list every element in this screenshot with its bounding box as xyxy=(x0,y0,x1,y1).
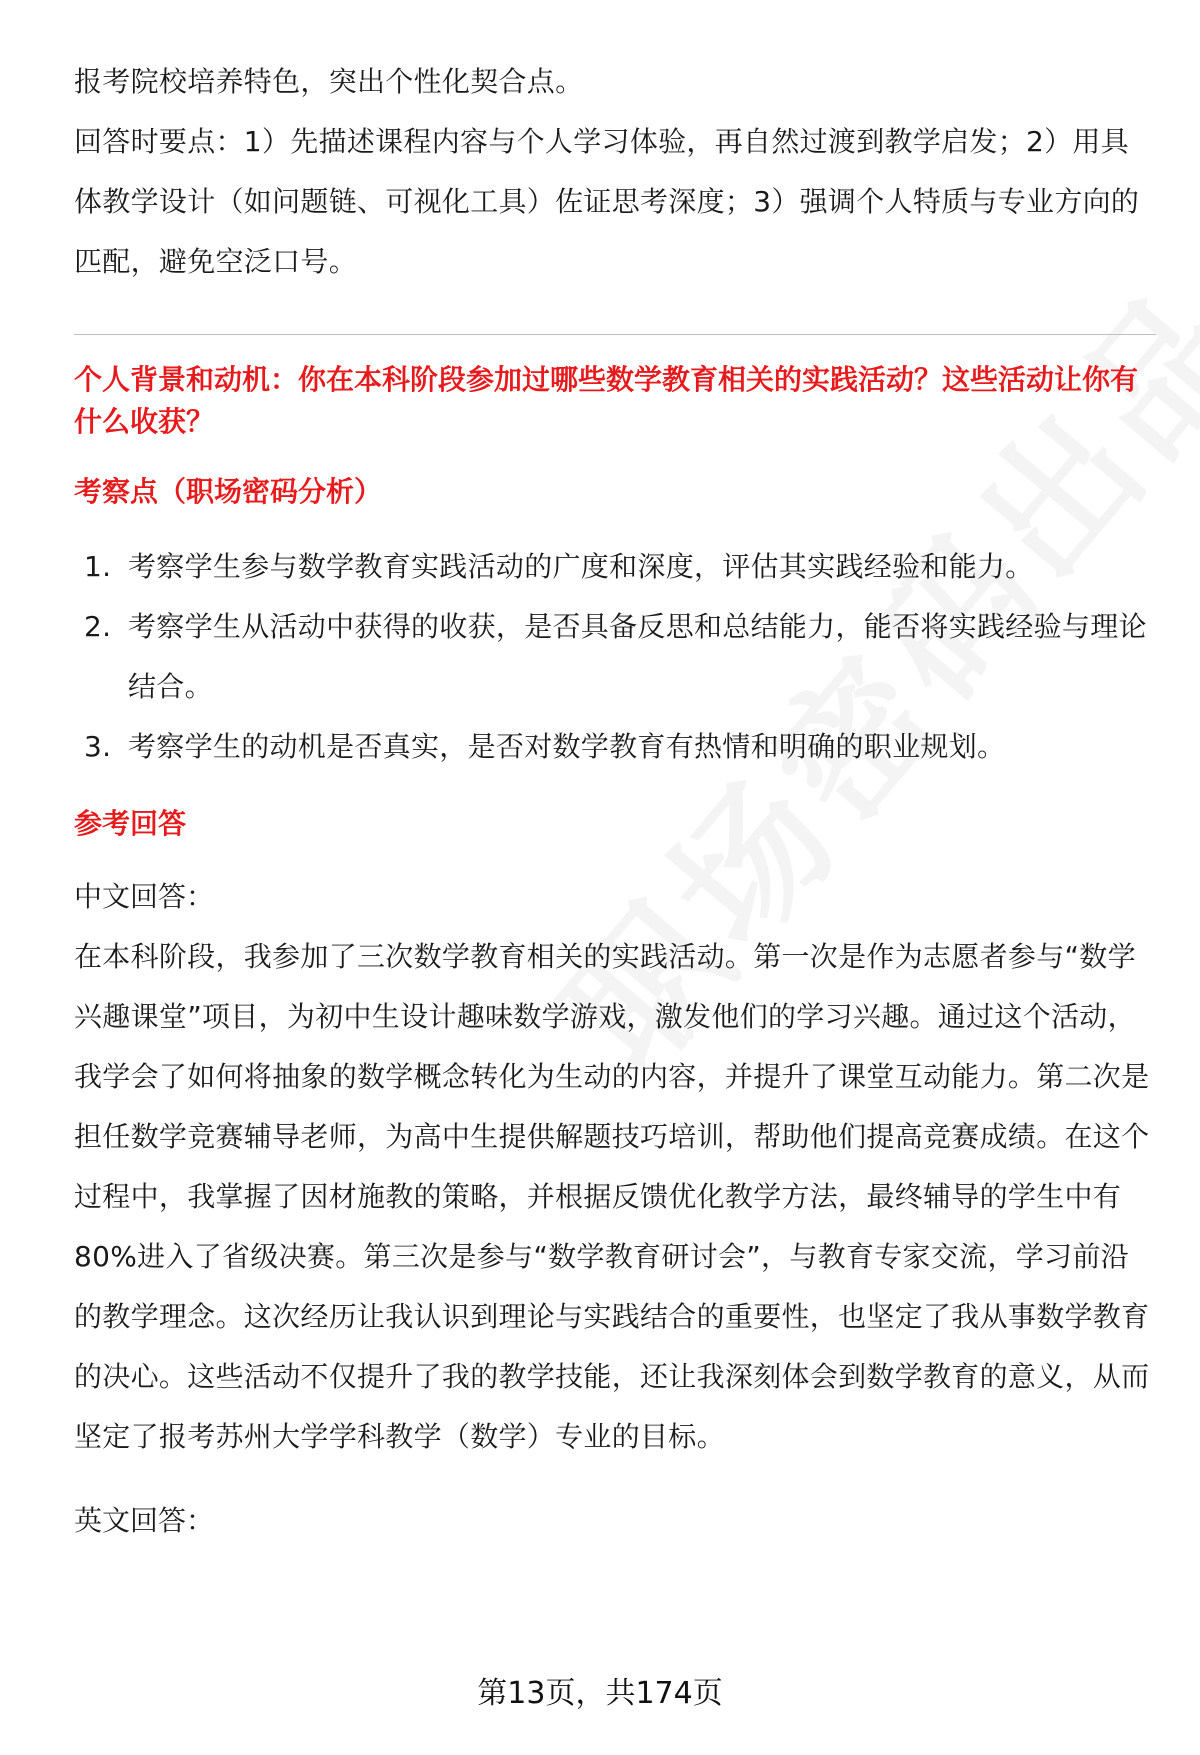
chinese-answer-label: 中文回答： xyxy=(74,880,215,913)
list-item-text: 考察学生的动机是否真实，是否对数学教育有热情和明确的职业规划。 xyxy=(128,730,1006,763)
list-item-number: 2. xyxy=(84,610,112,643)
page-number: 第13页，共174页 xyxy=(477,1676,723,1711)
list-item-text: 考察学生从活动中获得的收获，是否具备反思和总结能力，能否将实践经验与理论结合。 xyxy=(128,610,1147,703)
list-item-text: 考察学生参与数学教育实践活动的广度和深度，评估其实践经验和能力。 xyxy=(128,550,1034,583)
question-title: 个人背景和动机：你在本科阶段参加过哪些数学教育相关的实践活动？这些活动让你有什么收获？ xyxy=(74,363,1139,438)
reference-answer-heading: 参考回答 xyxy=(74,807,187,840)
list-item xyxy=(74,597,1156,717)
chinese-answer-text: 在本科阶段，我参加了三次数学教育相关的实践活动。第一次是作为志愿者参与“数学兴趣课堂”项目，为初中生设计趣味数学游戏，激发他们的学习兴趣。通过这个活动，我学会了如何将抽象的数学概念转化为生动的内容，并提升了课堂互动能力。第二次是担任数学竞赛辅导老师，为高中生提供解题技巧培训，帮助他们提高竞赛成绩。在这个过程中，我掌握了因材施教的策略，并根据反馈优化教学方法，最终辅导的学生中有80%进入了省级决赛。第三次是参与“数学教育研讨会”，与教育专家交流，学习前沿的教学理念。这次经历让我认识到理论与实践结合的重要性，也坚定了我从事数学教育的决心。这些活动不仅提升了我的教学技能，还让我深刻体会到数学教育的意义，从而坚定了报考苏州大学学科教学（数学）专业的目标。 xyxy=(74,940,1150,1453)
list-item xyxy=(74,537,1156,597)
document-page xyxy=(74,52,1156,1551)
list-item xyxy=(74,717,1156,777)
section-divider xyxy=(74,334,1156,335)
english-answer-label: 英文回答： xyxy=(74,1504,215,1537)
intro-line: 报考院校培养特色，突出个性化契合点。 xyxy=(74,65,584,98)
list-item-number: 1. xyxy=(84,550,112,583)
analysis-heading: 考察点（职场密码分析） xyxy=(74,475,383,508)
answer-tips: 回答时要点：1）先描述课程内容与个人学习体验，再自然过渡到教学启发；2）用具体教学设计（如问题链、可视化工具）佐证思考深度；3）强调个人特质与专业方向的匹配，避免空泛口号。 xyxy=(74,125,1140,278)
list-item-number: 3. xyxy=(84,730,112,763)
analysis-list xyxy=(74,537,1156,777)
